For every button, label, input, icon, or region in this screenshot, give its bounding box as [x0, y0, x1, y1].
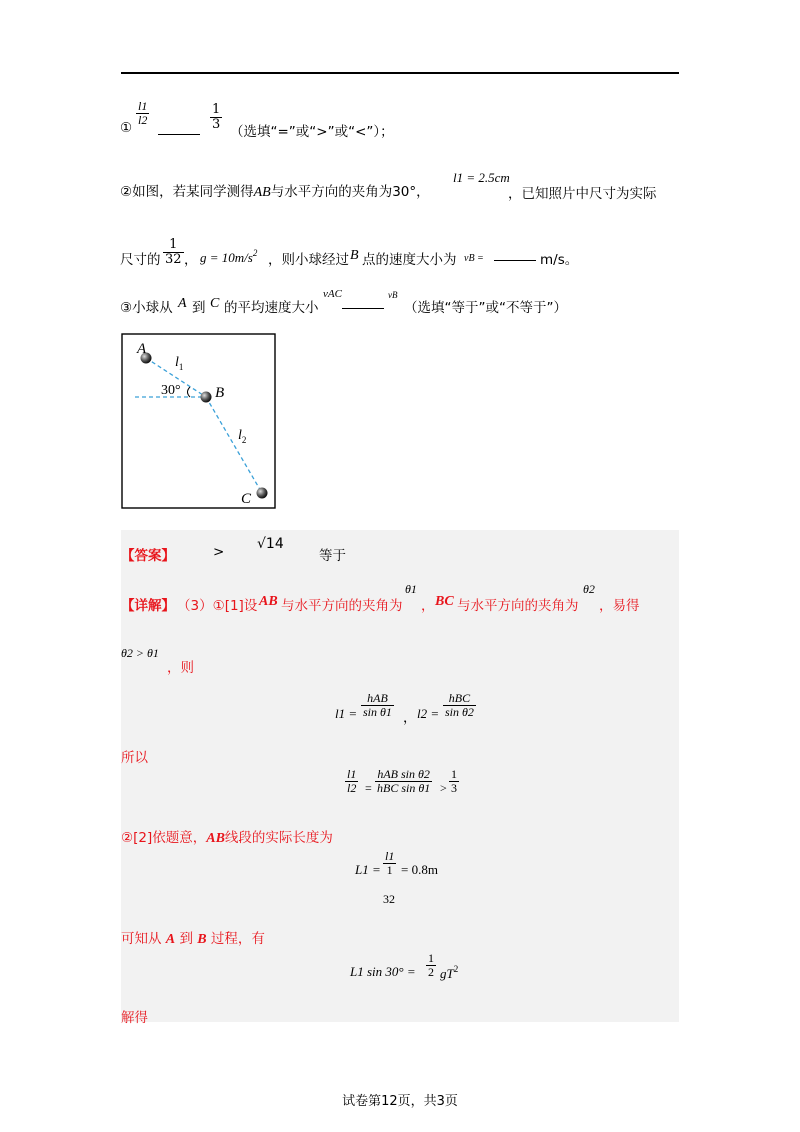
eq1-den2: sin θ2 [445, 705, 474, 720]
eq2-rden: 3 [451, 781, 457, 796]
q2-scale-frac [163, 238, 184, 268]
q2-line2-mid: ，则小球经过 [268, 252, 349, 268]
q3-to: 到 [192, 300, 206, 316]
detail-title: 【详解】 [121, 598, 175, 614]
eq2-lhs [345, 768, 358, 795]
q2-g-value: g = 10m/s [200, 250, 253, 265]
q3-vb: vB [388, 290, 398, 300]
label-a: A [137, 341, 147, 357]
eq1-den1: sin θ1 [363, 705, 392, 720]
q3-mid: 的平均速度大小 [224, 300, 319, 316]
q2-answer-blank[interactable] [494, 248, 536, 261]
eq2-rnum: 1 [451, 767, 457, 781]
answer-line [121, 536, 679, 564]
answer-1: > [213, 544, 225, 560]
q2-g-expr [200, 248, 257, 266]
eq3-frac [383, 850, 396, 877]
detail-t1: 与水平方向的夹角为 [281, 598, 403, 614]
q2-line1-suffix: ，已知照片中尺寸为实际 [508, 186, 657, 202]
eq2-den: hBC sin θ1 [377, 781, 431, 796]
q1-frac-num: 1 [212, 102, 221, 117]
header-rule [121, 72, 679, 74]
q2-scale-den: 32 [165, 252, 182, 268]
eq1-l1: l1 = [335, 706, 358, 721]
q2-angle-text: 与水平方向的夹角为30°， [270, 184, 430, 200]
eq4-sup: 2 [453, 964, 459, 974]
eq3-num: l1 [385, 849, 395, 863]
step3-b: B [197, 932, 207, 947]
step2-suffix: 线段的实际长度为 [224, 830, 333, 846]
detail-t3: ，易得 [599, 598, 640, 614]
eq2-mid [375, 768, 432, 795]
q1-hint: （选填“=”或“>”或“<”）； [230, 124, 394, 140]
q2-vb: vB = [464, 253, 484, 264]
q2-scale-num: 1 [163, 238, 184, 253]
q2-line2-mid2: 点的速度大小为 [362, 252, 457, 268]
eq2-lden: l2 [347, 781, 357, 796]
step3-a: A [165, 932, 176, 947]
eq4-rhs [440, 964, 458, 982]
q2-g-sup: 2 [252, 248, 258, 258]
ball-c [257, 488, 268, 499]
eq1-frac2 [443, 692, 476, 719]
q1-one-third [210, 103, 222, 133]
eq4-num: 1 [428, 951, 434, 965]
eq4-lhs: L1 sin 30° = [350, 964, 416, 979]
eq2-rhs [449, 768, 459, 795]
eq4-gt: gT [440, 966, 454, 981]
eq2-lnum: l1 [347, 767, 357, 781]
q2-ratio-prefix: 尺寸的 [120, 252, 161, 268]
q2-b: B [350, 248, 359, 263]
q3-c: C [210, 296, 220, 311]
answer-title: 【答案】 [121, 548, 175, 564]
label-l2-sub: 2 [241, 435, 247, 445]
detail-comma: ， [421, 598, 435, 614]
q3-hint: （选填“等于”或“不等于”） [404, 300, 567, 316]
eq2-num: hAB sin θ2 [375, 768, 432, 782]
q1-answer-blank[interactable] [158, 122, 200, 135]
q1-ratio-den: l2 [138, 113, 148, 128]
detail-theta1: θ1 [405, 582, 417, 596]
eq3-rhs: = 0.8m [401, 862, 438, 877]
detail-intro: （3）①[1]设 [177, 598, 258, 614]
detail-ab: AB [259, 594, 278, 609]
q2-comma: ， [184, 252, 198, 268]
detail-t2: 与水平方向的夹角为 [457, 598, 579, 614]
question-2-line1 [120, 180, 430, 201]
detail-theta2: θ2 [583, 582, 595, 596]
eq1-sep: ， [403, 710, 417, 726]
eq3-den: 1 [386, 863, 393, 878]
step2-ab: AB [206, 831, 225, 846]
eq3-below: 32 [383, 892, 395, 906]
q3-a: A [178, 296, 187, 311]
q1-ratio-num: l1 [138, 99, 148, 113]
eq2-gt: > [440, 781, 447, 795]
step3-suffix: 过程，有 [210, 931, 265, 947]
label-angle: 30° [161, 383, 181, 398]
eq1-frac1 [361, 692, 394, 719]
photo-figure [121, 333, 276, 509]
q1-frac-den: 3 [212, 117, 221, 133]
eq2-eq: = [365, 781, 372, 795]
label-b: B [215, 385, 225, 401]
q2-l1-expr: l1 = 2.5cm [453, 170, 510, 185]
detail-bc: BC [435, 594, 454, 609]
label-c: C [241, 491, 252, 507]
answer-3: 等于 [319, 548, 346, 564]
q1-marker: ① [120, 120, 133, 136]
detail-condition: θ2 > θ1 [121, 646, 159, 660]
page-footer: 试卷第12页，共3页 [342, 1094, 458, 1109]
detail-step2 [121, 826, 333, 847]
eq1-l2: l2 = [417, 706, 440, 721]
eq1-num1: hAB [361, 692, 394, 706]
eq4-den: 2 [428, 965, 434, 980]
label-l2-base: l [238, 428, 242, 443]
q2-ab: AB [253, 185, 271, 200]
q3-vac: vAC [323, 288, 342, 300]
detail-step3 [121, 927, 265, 948]
solve-label: 解得 [121, 1010, 148, 1026]
step3-to: 到 [179, 931, 193, 947]
label-l1-base: l [175, 355, 179, 370]
q2-prefix: ②如图，若某同学测得 [120, 184, 254, 200]
detail-then: ，则 [167, 660, 194, 676]
q2-unit: m/s。 [540, 252, 579, 268]
q3-answer-blank[interactable] [342, 296, 384, 309]
q1-ratio [136, 100, 149, 127]
q3-prefix: ③小球从 [120, 300, 173, 316]
label-l1-sub: 1 [178, 362, 184, 372]
step2-prefix: ②[2]依题意， [121, 830, 207, 846]
eq1-num2: hBC [443, 692, 476, 706]
step3-prefix: 可知从 [121, 931, 162, 947]
ball-b [201, 392, 212, 403]
therefore-label: 所以 [121, 750, 148, 766]
eq3-lhs: L1 = [355, 862, 381, 877]
eq4-frac [426, 952, 436, 979]
answer-2: √14 [257, 536, 284, 552]
